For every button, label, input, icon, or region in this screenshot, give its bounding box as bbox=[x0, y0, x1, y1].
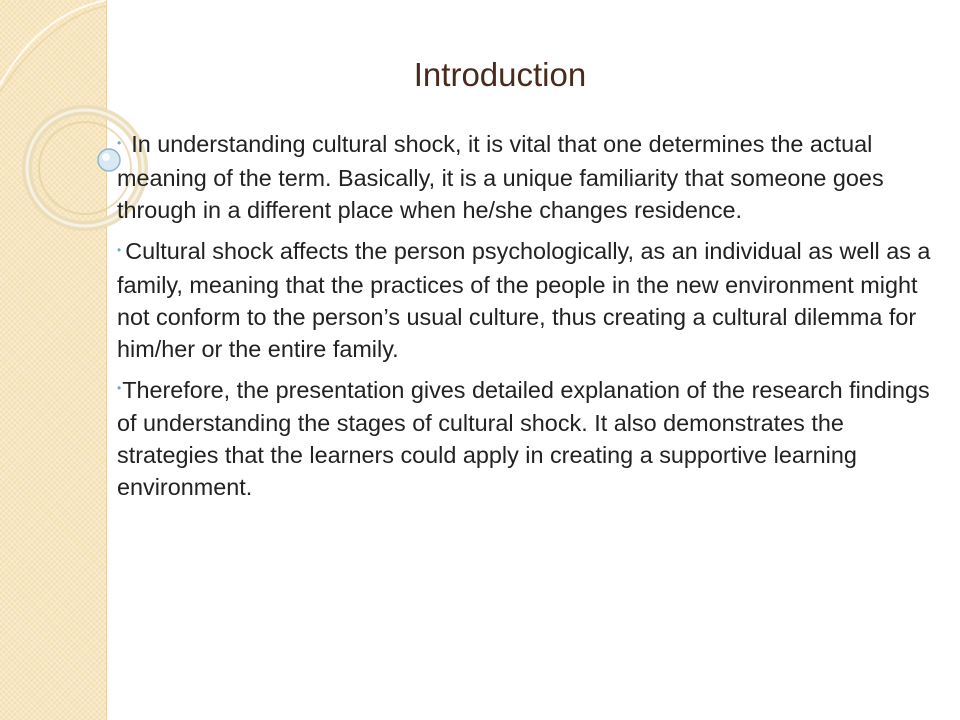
bullet-list bbox=[117, 128, 949, 512]
bullet-marker-icon: • bbox=[117, 242, 122, 257]
bullet-item-1 bbox=[117, 128, 949, 226]
bullet-text: Cultural shock affects the person psychologically, as an individual as well as a family, meaning that the practices of the people in the new environment might not conform to the person’s usual culture, thus creating a cultural dilemma for him/her or the entire family. bbox=[117, 237, 931, 362]
bullet-item-3 bbox=[117, 374, 949, 504]
bullet-text: Therefore, the presentation gives detailed explanation of the research findings of understanding the stages of cultural shock. It also demonstrates the strategies that the learners could apply in creating a supportive learning environment. bbox=[117, 376, 930, 501]
bullet-marker-icon: • bbox=[117, 381, 122, 396]
bullet-marker-icon: • bbox=[117, 135, 122, 150]
bullet-item-2 bbox=[117, 235, 949, 365]
bullet-text: In understanding cultural shock, it is vital that one determines the actual meaning of the term. Basically, it is a unique familiarity that someone goes through in a different place when he/she changes residence. bbox=[117, 131, 884, 223]
slide-title: Introduction bbox=[413, 56, 587, 93]
